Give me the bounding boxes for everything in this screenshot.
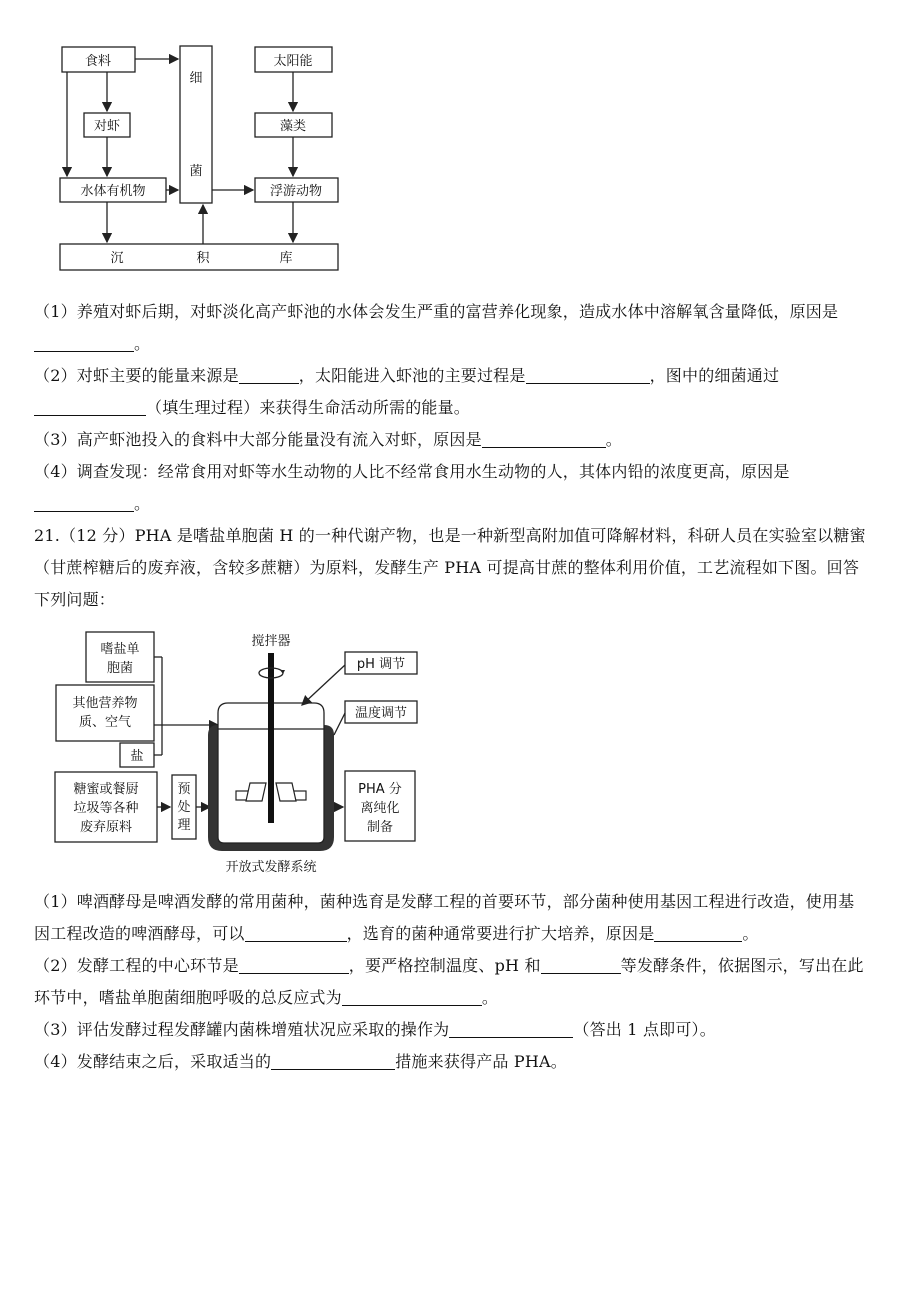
- answer-blank[interactable]: [34, 333, 134, 352]
- q21-p3b: （答出 1 点即可）。: [573, 1020, 716, 1039]
- answer-blank[interactable]: [526, 365, 650, 384]
- q20-p2d: （填生理过程）来获得生命活动所需的能量。: [146, 398, 471, 417]
- q21-p1b: ，选育的菌种通常要进行扩大培养，原因是: [346, 924, 655, 943]
- halo-label-1: 嗜盐单: [100, 642, 140, 657]
- q20-part4: [34, 456, 870, 520]
- answer-blank[interactable]: [271, 1051, 395, 1070]
- q20-p4a: （4）调查发现：经常食用对虾等水生动物的人比不经常食用水生动物的人，其体内铅的浓度更高，原因是: [34, 462, 790, 481]
- q21-part2: [34, 950, 870, 1014]
- q21-p4a: （4）发酵结束之后，采取适当的: [34, 1052, 272, 1071]
- answer-blank[interactable]: [34, 493, 134, 512]
- q21-p3a: （3）评估发酵过程发酵罐内菌株增殖状况应采取的操作为: [34, 1020, 450, 1039]
- q20-p2b: ，太阳能进入虾池的主要过程是: [298, 366, 526, 385]
- q21-p2b: ，要严格控制温度、pH 和: [348, 956, 541, 975]
- q20-p1-end: 。: [134, 334, 151, 353]
- salt-label: 盐: [130, 749, 144, 764]
- ph-label: pH 调节: [356, 657, 406, 672]
- answer-blank[interactable]: [654, 923, 742, 942]
- sediment-label-2: 积: [196, 251, 210, 266]
- answer-blank[interactable]: [541, 955, 621, 974]
- q20-part1: [34, 296, 870, 360]
- q21-part1: [34, 886, 870, 950]
- pha-label-2: 离纯化: [360, 801, 400, 816]
- answer-blank[interactable]: [34, 397, 146, 416]
- pretreat-label-1: 预: [177, 782, 191, 797]
- sun-label: 太阳能: [273, 54, 313, 69]
- nutrients-label-1: 其他营养物: [72, 696, 138, 711]
- q21-intro: 21.（12 分）PHA 是嗜盐单胞菌 H 的一种代谢产物，也是一种新型高附加值可降解材料，科研人员在实验室以糖蜜（甘蔗榨糖后的废弃液，含较多蔗糖）为原料，发酵生产 PHA 可提高甘蔗的整体利用价值，工艺流程如下图。回答下列问题：: [34, 526, 866, 609]
- q21-p4b: 措施来获得产品 PHA。: [395, 1052, 567, 1071]
- shrimp-label: 对虾: [93, 119, 121, 134]
- q20-p3a: （3）高产虾池投入的食料中大部分能量没有流入对虾，原因是: [34, 430, 482, 449]
- q21-part3: [34, 1014, 870, 1046]
- q21-p1a: （1）啤酒酵母是啤酒发酵的常用菌种，菌种选育是发酵工程的首要环节，部分菌种使用基因工程进行改造，使用基因工程改造的啤酒酵母，可以: [34, 892, 855, 943]
- answer-blank[interactable]: [239, 955, 349, 974]
- nutrients-label-2: 质、空气: [78, 715, 132, 730]
- algae-label: 藻类: [279, 119, 307, 134]
- temp-label: 温度调节: [354, 706, 408, 721]
- bacteria-label-1: 细: [189, 71, 203, 86]
- q20-p1-text: （1）养殖对虾后期，对虾淡化高产虾池的水体会发生严重的富营养化现象，造成水体中溶解氧含量降低，原因是: [34, 302, 839, 321]
- q20-part2: [34, 360, 870, 424]
- q21-p2-end: 。: [481, 988, 499, 1007]
- zooplankton-label: 浮游动物: [269, 184, 323, 199]
- halo-label-2: 胞菌: [106, 661, 134, 676]
- pha-label-1: PHA 分: [358, 782, 402, 797]
- q20-p3-end: 。: [605, 430, 622, 449]
- shrimp-pond-diagram: [0, 0, 900, 290]
- q20-p4-end: 。: [134, 494, 151, 513]
- stirrer-label: 搅拌器: [251, 634, 291, 649]
- answer-blank[interactable]: [239, 365, 299, 384]
- fermentation-diagram: [0, 625, 900, 875]
- system-caption: 开放式发酵系统: [225, 860, 317, 875]
- answer-blank[interactable]: [245, 923, 347, 942]
- sediment-label-1: 沉: [110, 251, 124, 266]
- waste-label-1: 糖蜜或餐厨: [73, 782, 139, 797]
- waste-label-2: 垃圾等各种: [73, 801, 139, 816]
- q21-p1-end: 。: [742, 924, 759, 943]
- q21-p2c: 等发酵条件，依据图示，写出在此环节中，嗜盐单胞菌细胞呼吸的总反应式为: [34, 956, 864, 1007]
- waste-label-3: 废弃原料: [79, 820, 133, 835]
- q20-p2a: （2）对虾主要的能量来源是: [34, 366, 239, 385]
- pha-label-3: 制备: [366, 820, 394, 835]
- q21-part4: [34, 1046, 870, 1078]
- q21-p2a: （2）发酵工程的中心环节是: [34, 956, 239, 975]
- answer-blank[interactable]: [342, 987, 482, 1006]
- pretreat-label-2: 处: [177, 800, 191, 815]
- bacteria-label-2: 菌: [189, 164, 203, 179]
- water-organics-label: 水体有机物: [80, 184, 146, 199]
- pretreat-label-3: 理: [177, 818, 191, 833]
- sediment-label-3: 库: [279, 251, 293, 266]
- q20-part3: [34, 424, 870, 456]
- q20-p2c: ，图中的细菌通过: [649, 366, 780, 385]
- food-label: 食料: [84, 54, 112, 69]
- answer-blank[interactable]: [449, 1019, 573, 1038]
- answer-blank[interactable]: [482, 429, 606, 448]
